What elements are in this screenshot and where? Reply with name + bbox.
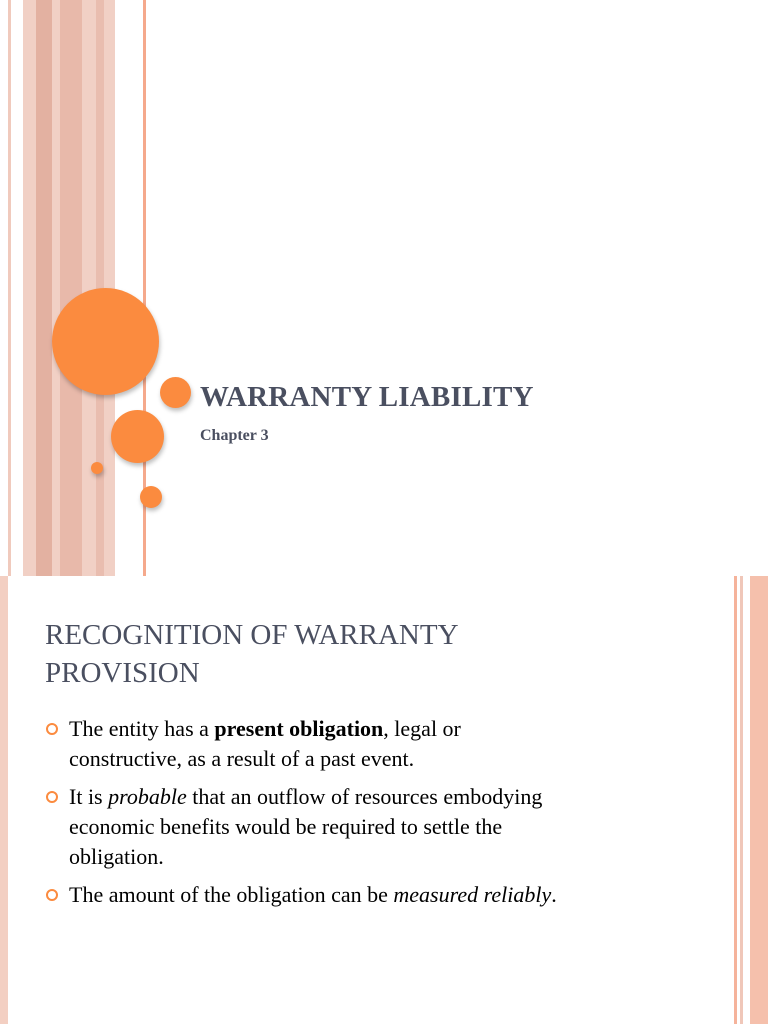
ring-bullet-icon: [46, 889, 58, 901]
stripe: [60, 0, 82, 576]
bullet-text-run: obligation.: [69, 844, 164, 869]
small-circle-shape: [140, 486, 162, 508]
stripe: [0, 576, 8, 1024]
bullet-item: [45, 714, 695, 774]
slide-title: [45, 616, 685, 692]
ring-bullet-icon: [46, 791, 58, 803]
bullet-list: [45, 714, 695, 918]
bullet-line: [69, 812, 695, 842]
small-circle-shape: [160, 377, 191, 408]
bullet-text-run: that an outflow of resources embodying: [186, 784, 543, 809]
ring-bullet-icon: [46, 723, 58, 735]
bullet-line: [69, 744, 695, 774]
bullet-item: [45, 782, 695, 872]
bullet-text-run: .: [551, 882, 557, 907]
slide-subtitle: Chapter 3: [200, 427, 269, 444]
bullet-text-run: probable: [108, 784, 187, 809]
bullet-line: [69, 782, 695, 812]
slide-title-line: PROVISION: [45, 657, 200, 689]
stripe: [740, 576, 743, 1024]
tiny-circle-shape: [91, 462, 103, 474]
bullet-line: [69, 880, 695, 910]
stripe: [750, 576, 768, 1024]
bullet-line: [69, 842, 695, 872]
large-circle-shape: [52, 288, 159, 395]
bullet-line: [69, 714, 695, 744]
slide-title-line: RECOGNITION OF WARRANTY: [45, 619, 459, 651]
bullet-text-run: measured reliably: [393, 882, 552, 907]
bullet-text-run: constructive, as a result of a past event.: [69, 746, 415, 771]
bullet-item: [45, 880, 695, 910]
bullet-text-run: The amount of the obligation can be: [69, 882, 394, 907]
bullet-text-run: , legal or: [383, 716, 461, 741]
bullet-text-run: present obligation: [214, 716, 384, 741]
stripe: [8, 0, 11, 576]
bullet-text-run: It is: [69, 784, 109, 809]
bullet-text-run: economic benefits would be required to settle the: [69, 814, 503, 839]
content-slide: [0, 576, 768, 1024]
slide-title: WARRANTY LIABILITY: [200, 381, 534, 413]
bullet-text-run: The entity has a: [69, 716, 215, 741]
stripe: [36, 0, 52, 576]
medium-circle-shape: [111, 410, 164, 463]
stripe: [734, 576, 737, 1024]
